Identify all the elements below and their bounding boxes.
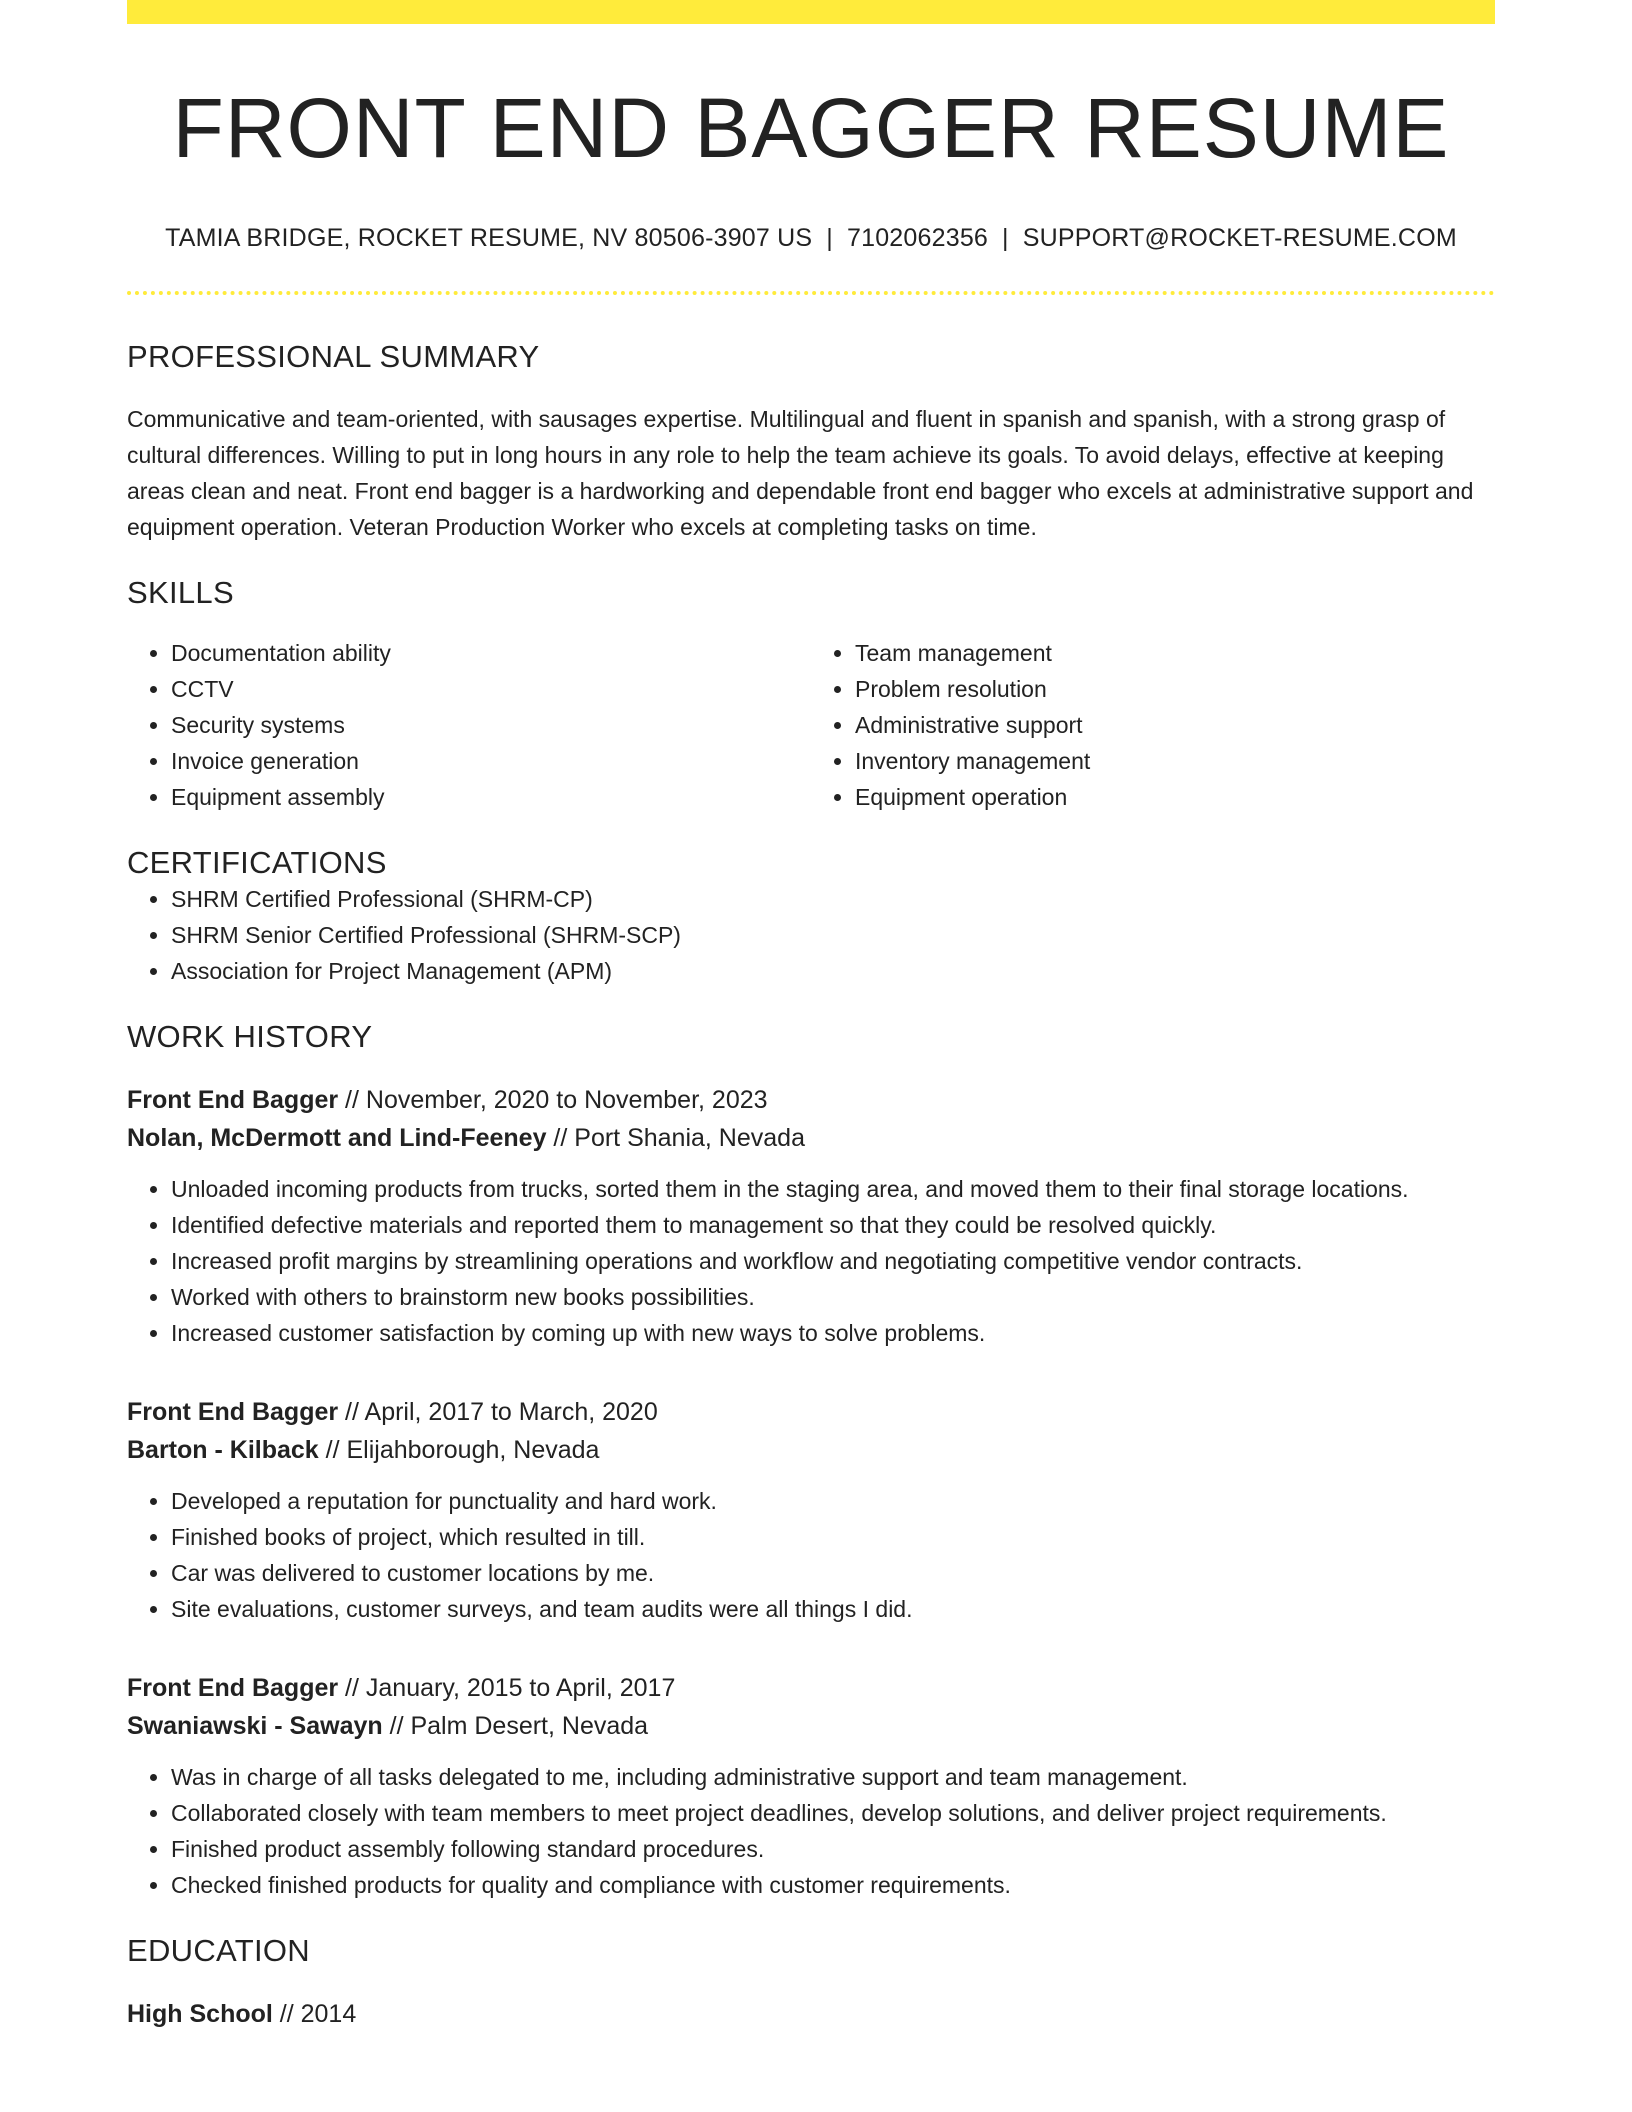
job-company: Barton - Kilback	[127, 1436, 319, 1465]
job-role: Front End Bagger	[127, 1398, 339, 1427]
job-title-line	[127, 1393, 1495, 1431]
job-dates: // November, 2020 to November, 2023	[338, 1086, 768, 1115]
education-entry	[127, 1995, 1495, 2033]
job-entry	[127, 1393, 1495, 1627]
resume-page	[127, 0, 1495, 2033]
job-role: Front End Bagger	[127, 1674, 339, 1703]
job-bullet: • Unloaded incoming products from trucks, sorted them in the staging area, and moved them to their final storage locations.	[171, 1171, 1495, 1207]
job-company: Nolan, McDermott and Lind-Feeney	[127, 1124, 547, 1153]
job-title-line	[127, 1081, 1495, 1119]
skill-item: • Documentation ability	[171, 635, 811, 671]
summary-text: Communicative and team-oriented, with sausages expertise. Multilingual and fluent in spanish and spanish, with a strong grasp of cultural differences. Willing to put in long hours in any role to help the team achieve its goals. To avoid delays, effective at keeping areas clean and neat. Front end bagger is a hardworking and dependable front end bagger who excels at administrative support and equipment operation. Veteran Production Worker who excels at completing tasks on time.	[127, 406, 1474, 541]
job-bullet: • Collaborated closely with team members to meet project deadlines, develop solutions, and deliver project requirements.	[171, 1795, 1495, 1831]
skill-item: • Equipment operation	[855, 779, 1495, 815]
skills-list	[127, 635, 1495, 815]
job-bullets	[127, 1171, 1495, 1351]
summary-heading: PROFESSIONAL SUMMARY	[127, 339, 540, 375]
job-bullet: • Finished books of project, which resulted in till.	[171, 1519, 1495, 1555]
education-heading: EDUCATION	[127, 1933, 310, 1969]
skill-item: • Team management	[855, 635, 1495, 671]
contact-separator: |	[826, 224, 833, 253]
education-year: // 2014	[272, 2000, 357, 2029]
job-bullet: • Increased customer satisfaction by coming up with new ways to solve problems.	[171, 1315, 1495, 1351]
job-company-line	[127, 1119, 1495, 1157]
job-bullet: • Worked with others to brainstorm new books possibilities.	[171, 1279, 1495, 1315]
contact-line	[127, 224, 1495, 253]
job-company-line	[127, 1707, 1495, 1745]
job-location: // Port Shania, Nevada	[546, 1124, 805, 1153]
job-dates: // April, 2017 to March, 2020	[338, 1398, 658, 1427]
skill-item: • Invoice generation	[171, 743, 811, 779]
contact-email: SUPPORT@ROCKET-RESUME.COM	[1022, 224, 1457, 253]
contact-separator: |	[1002, 224, 1009, 253]
job-bullet: • Was in charge of all tasks delegated to me, including administrative support and team management.	[171, 1759, 1495, 1795]
education-degree: High School	[127, 2000, 273, 2029]
job-company-line	[127, 1431, 1495, 1469]
skill-item: • Equipment assembly	[171, 779, 811, 815]
job-bullet: • Identified defective materials and reported them to management so that they could be resolved quickly.	[171, 1207, 1495, 1243]
certifications-heading: CERTIFICATIONS	[127, 845, 387, 881]
job-bullets	[127, 1483, 1495, 1627]
skill-item: • Problem resolution	[855, 671, 1495, 707]
skills-column-right	[811, 635, 1495, 815]
certification-item: • Association for Project Management (APM)	[171, 953, 1495, 989]
job-location: // Elijahborough, Nevada	[318, 1436, 600, 1465]
job-bullet: • Finished product assembly following standard procedures.	[171, 1831, 1495, 1867]
job-bullet: • Site evaluations, customer surveys, and team audits were all things I did.	[171, 1591, 1495, 1627]
job-bullet: • Car was delivered to customer locations by me.	[171, 1555, 1495, 1591]
job-dates: // January, 2015 to April, 2017	[338, 1674, 676, 1703]
skills-column-left	[127, 635, 811, 815]
certifications-list	[127, 881, 1495, 989]
skill-item: • Administrative support	[855, 707, 1495, 743]
top-accent-bar	[127, 0, 1495, 24]
skill-item: • CCTV	[171, 671, 811, 707]
dotted-divider	[127, 291, 1495, 295]
page-title: FRONT END BAGGER RESUME	[172, 81, 1450, 175]
work-history-heading: WORK HISTORY	[127, 1019, 373, 1055]
job-bullet: • Increased profit margins by streamlining operations and workflow and negotiating competitive vendor contracts.	[171, 1243, 1495, 1279]
job-bullets	[127, 1759, 1495, 1903]
job-entry	[127, 1081, 1495, 1351]
skills-heading: SKILLS	[127, 575, 234, 611]
job-title-line	[127, 1669, 1495, 1707]
skill-item: • Inventory management	[855, 743, 1495, 779]
skill-item: • Security systems	[171, 707, 811, 743]
job-bullet: • Developed a reputation for punctuality and hard work.	[171, 1483, 1495, 1519]
certification-item: • SHRM Senior Certified Professional (SHRM-SCP)	[171, 917, 1495, 953]
contact-address: TAMIA BRIDGE, ROCKET RESUME, NV 80506-3907 US	[165, 224, 813, 253]
job-bullet: • Checked finished products for quality and compliance with customer requirements.	[171, 1867, 1495, 1903]
contact-phone: 7102062356	[846, 224, 989, 253]
job-role: Front End Bagger	[127, 1086, 339, 1115]
job-company: Swaniawski - Sawayn	[127, 1712, 383, 1741]
certification-item: • SHRM Certified Professional (SHRM-CP)	[171, 881, 1495, 917]
job-location: // Palm Desert, Nevada	[382, 1712, 649, 1741]
job-entry	[127, 1669, 1495, 1903]
